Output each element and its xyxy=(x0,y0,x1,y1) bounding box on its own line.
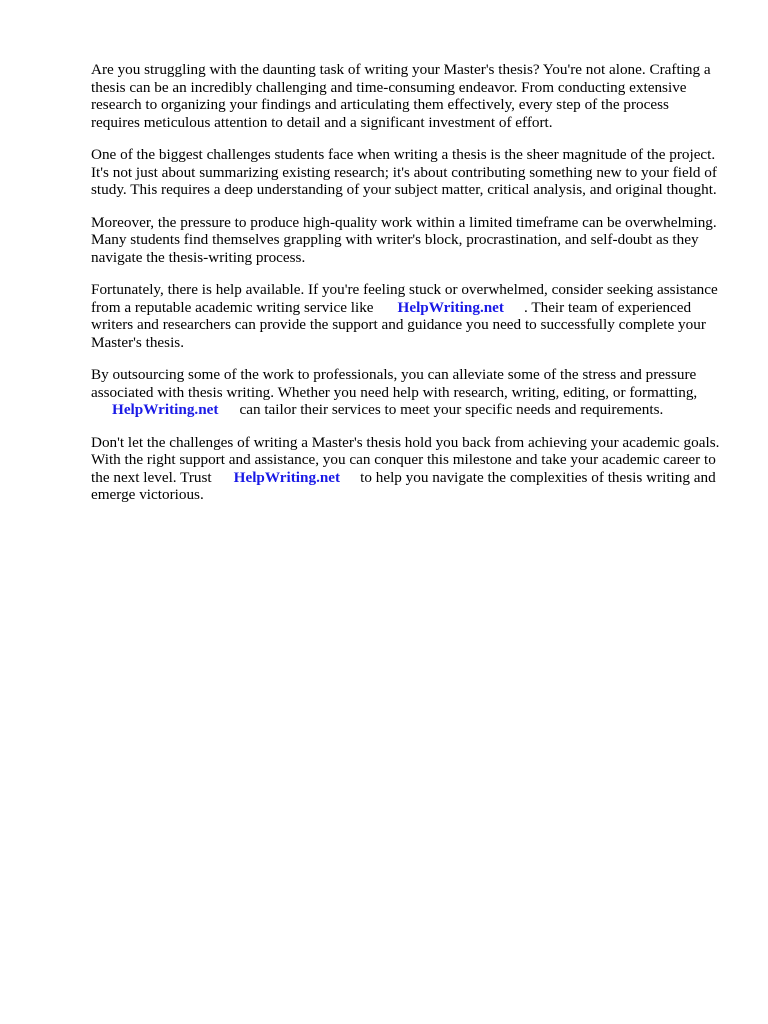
paragraph-challenges: One of the biggest challenges students face when writing a thesis is the sheer magnitude of the project. It's not just about summarizing existing research; it's about contributing something new to your field of study. This requires a deep understanding of your subject matter, critical analysis, and original thought. xyxy=(91,146,717,198)
paragraph-intro: Are you struggling with the daunting task of writing your Master's thesis? You're not alone. Crafting a thesis can be an incredibly challenging and time-consuming endeavor. From conducting extensive research to organizing your findings and articulating them effectively, every step of the process requires meticulous attention to detail and a significant investment of effort. xyxy=(91,61,711,131)
paragraph-text: . Their team of experienced writers and researchers can provide the support and guidance you need to successfully complete your Master's thesis. xyxy=(91,298,706,351)
helpwriting-link[interactable]: HelpWriting.net xyxy=(397,298,504,316)
paragraph-text: Don't let the challenges of writing a Master's thesis hold you back from achieving your academic goals. With the right support and assistance, you can conquer this milestone and take your academic career to the next level. Trust xyxy=(91,433,720,486)
helpwriting-link[interactable]: HelpWriting.net xyxy=(112,401,219,418)
paragraph-text: to help you navigate the complexities of thesis writing and emerge victorious. xyxy=(91,468,716,503)
paragraph-help-available xyxy=(91,281,721,351)
paragraph-pressure: Moreover, the pressure to produce high-quality work within a limited timeframe can be overwhelming. Many students find themselves grappling with writer's block, procrastination, and self-doubt as they navigate the thesis-writing process. xyxy=(91,213,717,266)
paragraph-text: Fortunately, there is help available. If you're feeling stuck or overwhelmed, consider seeking assistance from a reputable academic writing service like xyxy=(91,281,718,316)
paragraph-text: By outsourcing some of the work to professionals, you can alleviate some of the stress and pressure associated with thesis writing. Whether you need help with research, writing, editing, or formatting, xyxy=(91,366,698,401)
paragraph-conclusion xyxy=(91,434,721,504)
paragraph-outsourcing xyxy=(91,366,721,419)
helpwriting-link[interactable]: HelpWriting.net xyxy=(233,468,341,486)
paragraph-text: can tailor their services to meet your specific needs and requirements. xyxy=(239,401,664,418)
document-body xyxy=(91,61,721,519)
